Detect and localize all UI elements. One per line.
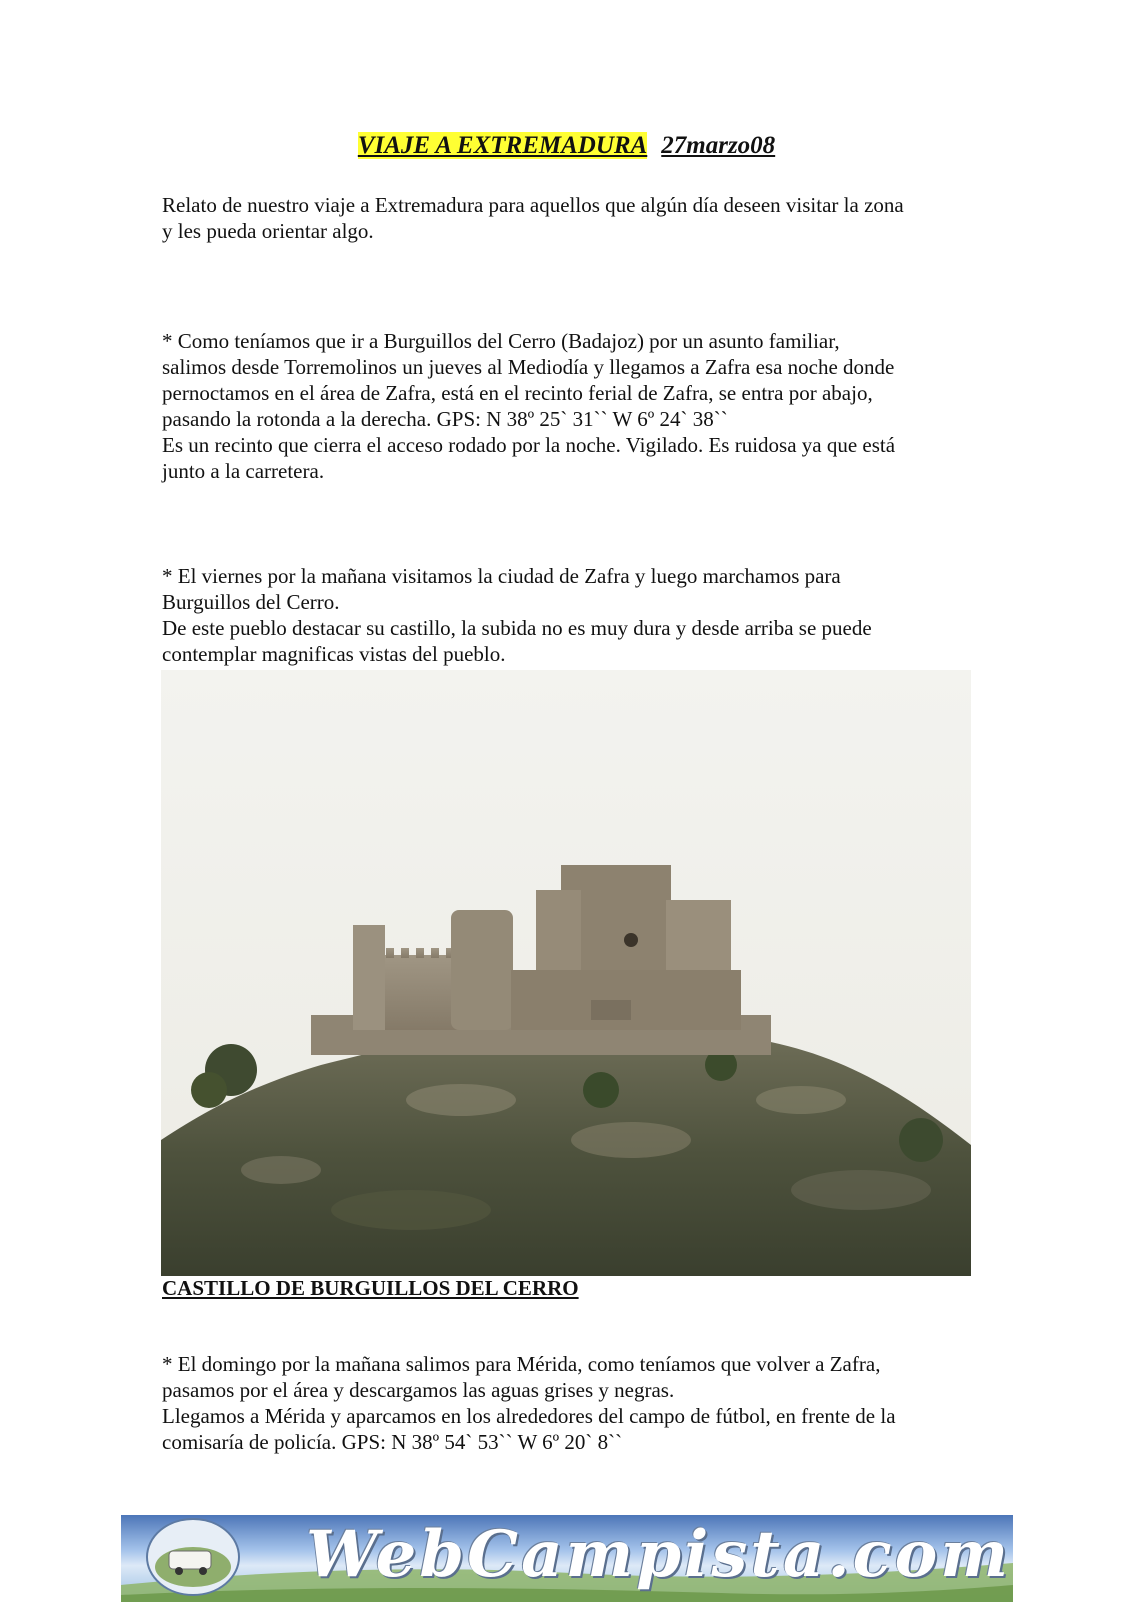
text-line: comisaría de policía. GPS: N 38º 54` 53`` W 6º 20` 8`` [162, 1430, 623, 1454]
document-title [0, 132, 1133, 160]
castle-illustration [161, 670, 971, 1276]
intro-line: Relato de nuestro viaje a Extremadura para aquellos que algún día deseen visitar la zona [162, 193, 904, 217]
text-line: * El domingo por la mañana salimos para Mérida, como teníamos que volver a Zafra, [162, 1352, 881, 1376]
text-line: Llegamos a Mérida y aparcamos en los alrededores del campo de fútbol, en frente de la [162, 1404, 896, 1428]
text-line: junto a la carretera. [162, 459, 325, 483]
text-line: De este pueblo destacar su castillo, la subida no es muy dura y desde arriba se puede [162, 616, 872, 640]
title-highlight: VIAJE A EXTREMADURA [357, 132, 648, 159]
text-line: pernoctamos en el área de Zafra, está en el recinto ferial de Zafra, se entra por abajo, [162, 381, 873, 405]
intro-line: y les pueda orientar algo. [162, 219, 374, 243]
banner-brand-text: WebCampista.com [306, 1517, 1012, 1592]
section-sunday [162, 1351, 982, 1455]
text-line: Burguillos del Cerro. [162, 590, 340, 614]
text-line: pasamos por el área y descargamos las aguas grises y negras. [162, 1378, 675, 1402]
section-friday [162, 563, 982, 667]
text-line: contemplar magnificas vistas del pueblo. [162, 642, 506, 666]
text-line: pasando la rotonda a la derecha. GPS: N 38º 25` 31`` W 6º 24` 38`` [162, 407, 728, 431]
webcampista-banner [121, 1515, 1013, 1602]
photo-caption: CASTILLO DE BURGUILLOS DEL CERRO [162, 1276, 579, 1300]
section-thursday [162, 328, 982, 484]
text-line: * El viernes por la mañana visitamos la ciudad de Zafra y luego marchamos para [162, 564, 841, 588]
text-line: * Como teníamos que ir a Burguillos del Cerro (Badajoz) por un asunto familiar, [162, 329, 840, 353]
intro-paragraph [162, 192, 982, 244]
castle-photo [161, 670, 971, 1276]
title-date: 27marzo08 [661, 132, 776, 159]
text-line: salimos desde Torremolinos un jueves al Mediodía y llegamos a Zafra esa noche donde [162, 355, 895, 379]
text-line: Es un recinto que cierra el acceso rodado por la noche. Vigilado. Es ruidosa ya que está [162, 433, 896, 457]
camper-logo-icon [147, 1519, 239, 1595]
